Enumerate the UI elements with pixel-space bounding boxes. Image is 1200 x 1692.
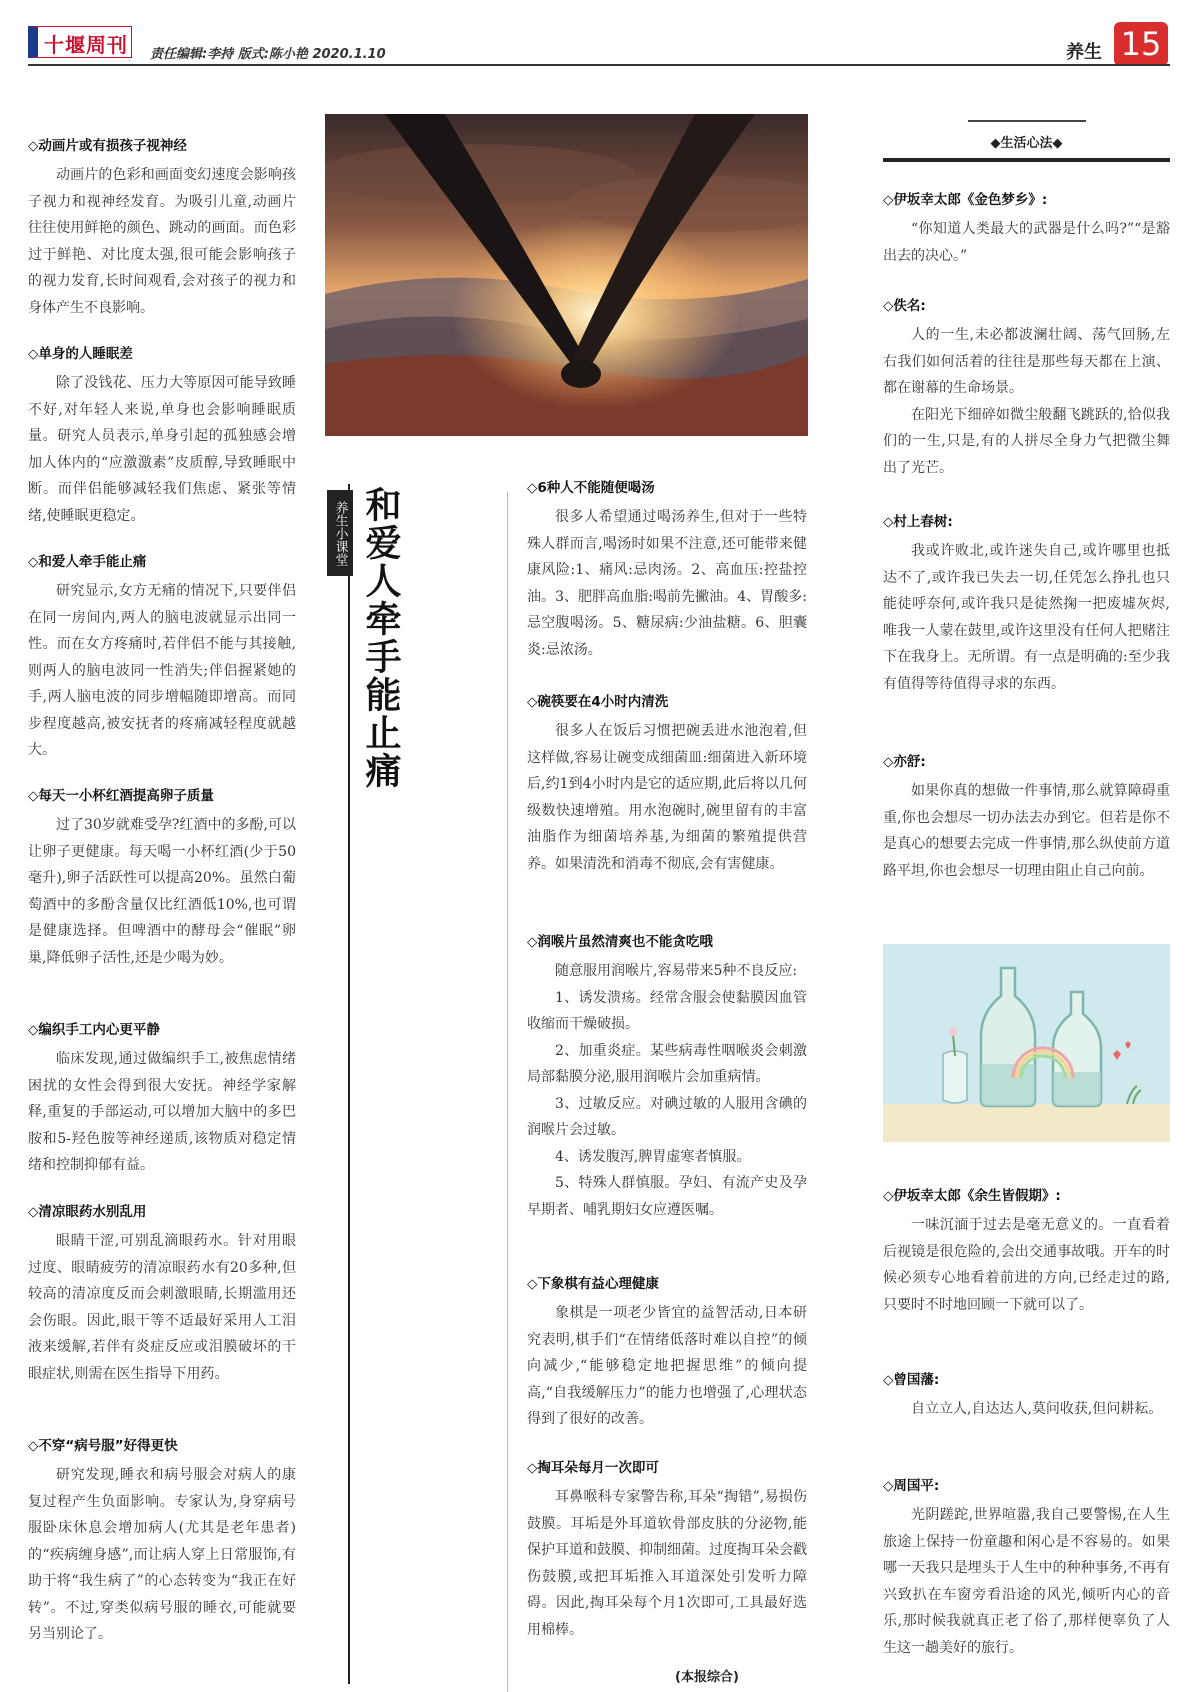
- quote-body: 人的一生,未必都波澜壮阔、荡气回肠,左右我们如何活着的往往是那些每天都在上演、都在谢幕的生命场景。: [883, 327, 1170, 396]
- article-body: 研究发现,睡衣和病号服会对病人的康复过程产生负面影响。专家认为,身穿病号服卧床休息会增加病人(尤其是老年患者)的“疾病缠身感”,而让病人穿上日常服饰,有助于将“我生病了”的心态转变为“我正在好转”。不过,穿类似病号服的睡衣,可能就要另当别论了。: [28, 1467, 296, 1642]
- quote: [883, 190, 1170, 269]
- masthead-title: 十堰周刊: [44, 33, 128, 57]
- article: [28, 786, 296, 971]
- header-divider: [28, 64, 1170, 66]
- quote: [883, 512, 1170, 697]
- article-title: ◇碗筷要在4小时内清洗: [527, 694, 669, 710]
- quote-body: “你知道人类最大的武器是什么吗?”“是豁出去的决心。”: [883, 221, 1170, 264]
- article-body: 象棋是一项老少皆宜的益智活动,日本研究表明,棋手们“在情绪低落时难以自控”的倾向减少,“能够稳定地把握思维”的倾向提高,“自我缓解压力”的能力也增强了,心理状态得到了很好的改善。: [527, 1305, 807, 1427]
- article-body: 随意服用润喉片,容易带来5种不良反应:: [555, 963, 798, 979]
- article-title: ◇不穿“病号服”好得更快: [28, 1438, 178, 1454]
- column-divider: [348, 484, 350, 1684]
- article-title: ◇动画片或有损孩子视神经: [28, 138, 187, 154]
- section-rule: [883, 158, 1170, 162]
- article-body: 5、特殊人群慎服。孕妇、有流产史及孕早期者、哺乳期妇女应遵医嘱。: [527, 1175, 807, 1218]
- article: [28, 1202, 296, 1387]
- column-label: 养生小课堂: [327, 490, 353, 576]
- article-title: ◇润喉片虽然清爽也不能贪吃哦: [527, 934, 713, 950]
- column-divider: [507, 492, 508, 1692]
- article: [28, 1436, 296, 1648]
- article-title: ◇和爱人牵手能止痛: [28, 554, 147, 570]
- article-title: ◇掏耳朵每月一次即可: [527, 1460, 659, 1476]
- article-body: 临床发现,通过做编织手工,被焦虑情绪困扰的女性会得到很大安抚。神经学家解释,重复的手部运动,可以增加大脑中的多巴胺和5-羟色胺等神经递质,该物质对稳定情绪和控制抑郁有益。: [28, 1051, 296, 1173]
- quote-body: 一味沉湎于过去是毫无意义的。一直看着后视镜是很危险的,会出交通事故哦。开车的时候必须专心地看着前进的方向,已经走过的路,只要时不时地回顾一下就可以了。: [883, 1217, 1170, 1313]
- article-title: ◇编织手工内心更平静: [28, 1022, 160, 1038]
- quote-author: ◇佚名:: [883, 298, 926, 314]
- article: [28, 1020, 296, 1179]
- quote-body: 我或许败北,或许迷失自己,或许哪里也抵达不了,或许我已失去一切,任凭怎么挣扎也只能徒呼奈何,或许我只是徒然掬一把废墟灰烬,唯我一人蒙在鼓里,或许这里没有任何人把赌注下在我身上。无所谓。有一点是明确的:至少我有值得等待值得寻求的东西。: [883, 543, 1170, 692]
- quote-author: ◇曾国藩:: [883, 1372, 940, 1388]
- page-number: 15: [1114, 22, 1168, 66]
- article-body: 除了没钱花、压力大等原因可能导致睡不好,对年轻人来说,单身也会影响睡眠质量。研究人员表示,单身引起的孤独感会增加人体内的“应激激素”皮质醇,导致睡眠中断。而伴侣能够减轻我们焦虑、紧张等情绪,使睡眠更稳定。: [28, 375, 296, 524]
- article-body: 3、过敏反应。对碘过敏的人服用含碘的润喉片会过敏。: [527, 1095, 807, 1138]
- article-body: 动画片的色彩和画面变幻速度会影响孩子视力和视神经发育。为吸引儿童,动画片往往使用鲜艳的颜色、跳动的画面。而色彩过于鲜艳、对比度太强,很可能会影响孩子的视力发育,长时间观看,会对孩子的视力和身体产生不良影响。: [28, 167, 296, 316]
- quote: [883, 1370, 1170, 1423]
- feature-title: 和爱人牵手能止痛: [360, 486, 402, 790]
- section-label: ◆生活心法◆: [990, 136, 1063, 151]
- quote: [883, 752, 1170, 884]
- quote-body: 在阳光下细碎如微尘般翻飞跳跃的,恰似我们的一生,只是,有的人拼尽全身力气把微尘舞出了光芒。: [883, 406, 1170, 476]
- article-body: 4、诱发腹泻,脾胃虚寒者慎服。: [555, 1148, 751, 1165]
- quote: [883, 296, 1170, 481]
- article: [527, 932, 807, 1223]
- quote: [883, 1186, 1170, 1318]
- article-body: 耳鼻喉科专家警告称,耳朵“掏错”,易损伤鼓膜。耳垢是外耳道软骨部皮肤的分泌物,能保护耳道和鼓膜、抑制细菌。过度掏耳朵会戳伤鼓膜,或把耳垢推入耳道深处引发听力障碍。因此,掏耳朵每个月1次即可,工具最好选用棉棒。: [527, 1489, 807, 1638]
- quote-author: ◇村上春树:: [883, 514, 953, 530]
- bottles-illustration: [883, 944, 1170, 1142]
- article-body: 2、加重炎症。某些病毒性咽喉炎会刺激局部黏膜分泌,服用润喉片会加重病情。: [527, 1042, 807, 1085]
- article-title: ◇6种人不能随便喝汤: [527, 480, 655, 496]
- article: [28, 344, 296, 529]
- article-body: 研究显示,女方无痛的情况下,只要伴侣在同一房间内,两人的脑电波就显示出同一性。而在女方疼痛时,若伴侣不能与其接触,则两人的脑电波同一性消失;伴侣握紧她的手,两人脑电波的同步增幅随即增高。而同步程度越高,被安抚者的疼痛减轻程度就越大。: [28, 583, 296, 758]
- article: [527, 692, 807, 877]
- quote-body: 光阴蹉跎,世界喧嚣,我自己要警惕,在人生旅途上保持一份童趣和闲心是不容易的。如果哪一天我只是埋头于人生中的种种事务,不再有兴致扒在车窗旁看沿途的风光,倾听内心的音乐,那时候我就真正老了俗了,那样便辜负了人生这一趟美好的旅行。: [883, 1507, 1170, 1656]
- quote-author: ◇周国平:: [883, 1478, 940, 1494]
- article-body: 1、诱发溃疡。经常含服会使黏膜因血管收缩而干燥破损。: [527, 989, 807, 1032]
- article: [527, 478, 807, 663]
- article-title: ◇每天一小杯红酒提高卵子质量: [28, 788, 214, 804]
- quote-author: ◇亦舒:: [883, 754, 926, 770]
- article: [28, 136, 296, 321]
- quote: [883, 1476, 1170, 1661]
- quote-author: ◇伊坂幸太郎《余生皆假期》:: [883, 1188, 1061, 1204]
- article: [527, 1458, 807, 1643]
- article-title: ◇单身的人睡眠差: [28, 346, 133, 362]
- article-body: 很多人希望通过喝汤养生,但对于一些特殊人群而言,喝汤时如果不注意,还可能带来健康风险:1、痛风:忌肉汤。2、高血压:控盐控油。3、肥胖高血脂:喝前先撇油。4、胃酸多:忌空腹喝汤。5、糖尿病:少油盐糖。6、胆囊炎:忌浓汤。: [527, 509, 807, 658]
- article: [28, 552, 296, 764]
- quote-author: ◇伊坂幸太郎《金色梦乡》:: [883, 192, 1048, 208]
- quote-body: 如果你真的想做一件事情,那么就算障碍重重,你也会想尽一切办法去办到它。但若是你不是真心的想要去完成一件事情,那么纵使前方道路平坦,你也会想尽一切理由阻止自己向前。: [883, 783, 1170, 879]
- article-body: 过了30岁就难受孕?红酒中的多酚,可以让卵子更健康。每天喝一小杯红酒(少于50毫升),卵子活跃性可以提高20%。虽然白葡萄酒中的多酚含量仅比红酒低10%,也可谓是健康选择。但啤酒中的酵母会“催眠”卵巢,降低卵子活性,还是少喝为妙。: [28, 817, 296, 966]
- article: [527, 1274, 807, 1433]
- quote-body: 自立立人,自达达人,莫问收获,但问耕耘。: [911, 1401, 1163, 1417]
- holding-hands-photo: [325, 114, 808, 436]
- article-body: 很多人在饭后习惯把碗丢进水池泡着,但这样做,容易让碗变成细菌皿:细菌进入新环境后,约1到4小时内是它的适应期,此后将以几何级数快速增殖。用水泡碗时,碗里留有的丰富油脂作为细菌培养基,为细菌的繁殖提供营养。如果清洗和消毒不彻底,会有害健康。: [527, 723, 807, 872]
- article-title: ◇清凉眼药水别乱用: [28, 1204, 147, 1220]
- section-rule: [968, 120, 1086, 122]
- source-note: (本报综合): [675, 1670, 739, 1685]
- masthead-logo: [28, 26, 132, 58]
- article-body: 眼睛干涩,可别乱滴眼药水。针对用眼过度、眼睛疲劳的清凉眼药水有20多种,但较高的清凉度反而会刺激眼睛,长期滥用还会伤眼。因此,眼干等不适最好采用人工泪液来缓解,若伴有炎症反应或泪膜破坏的干眼症状,则需在医生指导下用药。: [28, 1233, 296, 1382]
- editor-credits: 责任编辑:李持 版式:陈小艳 2020.1.10: [150, 47, 386, 62]
- article-title: ◇下象棋有益心理健康: [527, 1276, 659, 1292]
- section-name: 养生: [1066, 42, 1102, 63]
